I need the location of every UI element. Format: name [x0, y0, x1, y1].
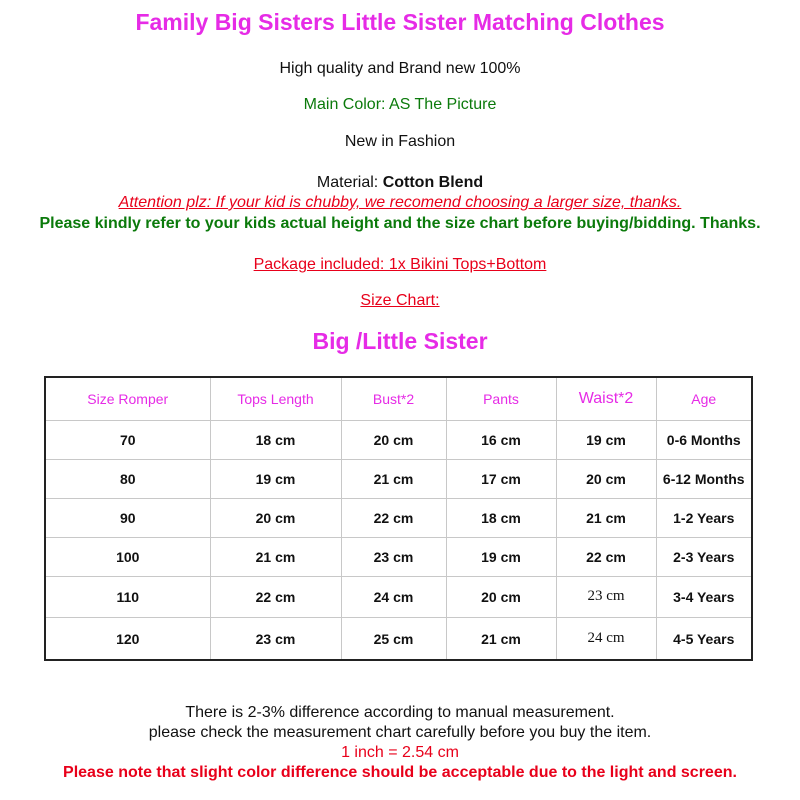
color-note: Please note that slight color difference should be acceptable due to the light and screen. — [63, 764, 737, 781]
size-chart-line — [0, 292, 800, 310]
cell-waist: 24 cm — [556, 618, 656, 660]
cell-waist: 21 cm — [556, 498, 656, 537]
cell-size: 70 — [45, 421, 210, 460]
cell-tops-length: 20 cm — [210, 498, 341, 537]
check-note: please check the measurement chart carefully before you buy the item. — [148, 724, 652, 741]
page-title: Family Big Sisters Little Sister Matching Clothes — [135, 9, 665, 35]
header-tops-length: Tops Length — [210, 377, 341, 421]
attention-span: Attention plz: If your kid is chubby, we recomend choosing a larger size, thanks. — [118, 194, 682, 211]
cell-bust: 23 cm — [341, 537, 446, 576]
cell-bust: 20 cm — [341, 421, 446, 460]
cell-size: 120 — [45, 618, 210, 660]
table-row — [45, 498, 752, 537]
cell-pants: 18 cm — [446, 498, 556, 537]
cell-tops-length: 18 cm — [210, 421, 341, 460]
fashion-text: New in Fashion — [344, 133, 456, 150]
cell-tops-length: 19 cm — [210, 459, 341, 498]
cell-age: 2-3 Years — [656, 537, 752, 576]
cell-size: 90 — [45, 498, 210, 537]
cell-age: 4-5 Years — [656, 618, 752, 660]
cell-pants: 17 cm — [446, 459, 556, 498]
table-header-row — [45, 377, 752, 421]
cell-age: 0-6 Months — [656, 421, 752, 460]
cell-waist: 19 cm — [556, 421, 656, 460]
cell-size: 80 — [45, 459, 210, 498]
cell-pants: 16 cm — [446, 421, 556, 460]
inch-note: 1 inch = 2.54 cm — [341, 744, 459, 761]
cell-size: 100 — [45, 537, 210, 576]
cell-pants: 19 cm — [446, 537, 556, 576]
material-line — [0, 174, 800, 192]
attention-text — [0, 194, 800, 212]
cell-age: 3-4 Years — [656, 576, 752, 617]
header-age: Age — [656, 377, 752, 421]
cell-waist: 20 cm — [556, 459, 656, 498]
size-table — [44, 376, 753, 661]
difference-note: There is 2-3% difference according to manual measurement. — [185, 704, 615, 721]
package-line — [0, 256, 800, 274]
cell-waist: 23 cm — [556, 576, 656, 617]
main-color-text: Main Color: AS The Picture — [303, 96, 497, 113]
package-text: Package included: 1x Bikini Tops+Bottom — [253, 256, 547, 273]
cell-age: 1-2 Years — [656, 498, 752, 537]
table-row — [45, 576, 752, 617]
material-label: Material: — [316, 174, 383, 191]
header-pants: Pants — [446, 377, 556, 421]
cell-tops-length: 22 cm — [210, 576, 341, 617]
cell-bust: 21 cm — [341, 459, 446, 498]
cell-age: 6-12 Months — [656, 459, 752, 498]
cell-waist: 22 cm — [556, 537, 656, 576]
size-chart-label: Size Chart: — [360, 292, 440, 309]
table-row — [45, 537, 752, 576]
cell-bust: 22 cm — [341, 498, 446, 537]
table-row — [45, 421, 752, 460]
header-waist: Waist*2 — [556, 377, 656, 421]
material-value: Cotton Blend — [382, 174, 484, 191]
cell-tops-length: 21 cm — [210, 537, 341, 576]
cell-pants: 20 cm — [446, 576, 556, 617]
cell-bust: 24 cm — [341, 576, 446, 617]
cell-pants: 21 cm — [446, 618, 556, 660]
header-size-romper: Size Romper — [45, 377, 210, 421]
cell-size: 110 — [45, 576, 210, 617]
table-row — [45, 459, 752, 498]
refer-text: Please kindly refer to your kids actual height and the size chart before buying/bidding. Thanks. — [39, 215, 761, 232]
header-bust: Bust*2 — [341, 377, 446, 421]
cell-tops-length: 23 cm — [210, 618, 341, 660]
quality-text: High quality and Brand new 100% — [279, 60, 521, 77]
table-subtitle: Big /Little Sister — [312, 328, 488, 354]
cell-bust: 25 cm — [341, 618, 446, 660]
table-row — [45, 618, 752, 660]
